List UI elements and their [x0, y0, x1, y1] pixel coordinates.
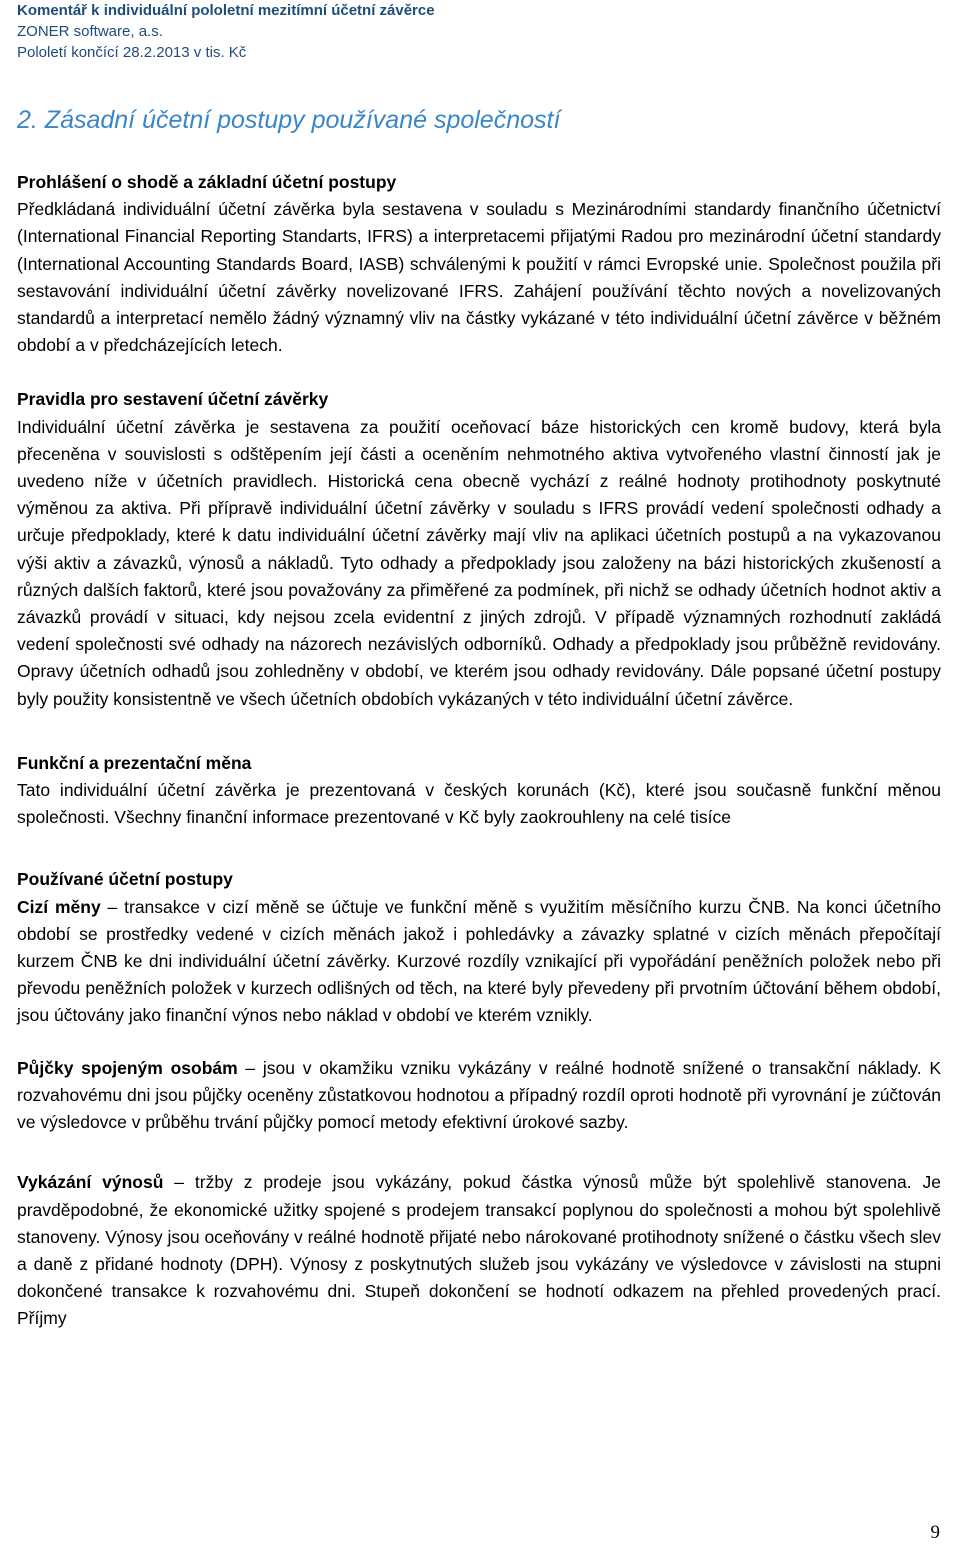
document-header: [17, 0, 617, 63]
revenue-block: [17, 1169, 941, 1332]
header-company: ZONER software, a.s.: [17, 23, 163, 40]
loans-paragraph: [17, 1055, 941, 1137]
loans-block: [17, 1055, 941, 1137]
compliance-paragraph: Předkládaná individuální účetní závěrka byla sestavena v souladu s Mezinárodními standardy finančního účetnictví (International Financial Reporting Standarts, IFRS) a interpretacemi přijatými Radou pro mezinárodní účetní standardy (International Accounting Standards Board, IASB) schválenými k použití v rámci Evropské unie. Společnost použila při sestavování individuální účetní závěrky novelizované IFRS. Zahájení používání těchto nových a novelizovaných standardů a interpretací nemělo žádný významný vliv na částky vykázané v této individuální účetní závěrce v běžném období a v předcházejících letech.: [17, 199, 941, 356]
currency-block: [17, 750, 941, 832]
rules-block: [17, 386, 941, 712]
revenue-text: – tržby z prodeje jsou vykázány, pokud částka výnosů může být spolehlivě stanovena. Je pravděpodobné, že ekonomické užitky spojené s prodejem transakcí poplynou do společnosti a mohou být spolehlivě stanoveny. Výnosy jsou oceňovány v reálné hodnotě přijaté nebo nárokované protihodnoty snížené o částku všech slev a daně z přidané hodnoty (DPH). Výnosy z poskytnutých služeb jsou vykázány ve výsledovce v závislosti na stupni dokončené transakce k rozvahovému dni. Stupeň dokončení se hodnotí odkazem na přehled provedených prací. Příjmy: [17, 1172, 941, 1329]
loans-text: – jsou v okamžiku vzniku vykázány v reálné hodnotě snížené o transakční náklady. K rozvahovému dni jsou půjčky oceněny zůstatkovou hodnotou a případný rozdíl oproti hodnotě při vyrovnání je zúčtován ve výsledovce v průběhu trvání půjčky pomocí metody efektivní úrokové sazby.: [17, 1057, 941, 1133]
header-title: Komentář k individuální pololetní mezitímní účetní závěrce: [17, 2, 435, 19]
foreign-currency-text: – transakce v cizí měně se účtuje ve funkční měně s využitím měsíčního kurzu ČNB. Na konci účetního období se prostředky vedené v cizích měnách jakož i pohledávky a závazky splatné v cizích měnách přepočítají kurzem ČNB ke dni individuální účetní závěrky. Kurzové rozdíly vznikající při vypořádání peněžních položek nebo při převodu peněžních položek v kurzech odlišných od těch, na které byly převedeny při prvotním účtování během období, jsou účtovány jako finanční výnos nebo náklad v období ve kterém vznikly.: [17, 896, 941, 1026]
foreign-currency-paragraph: [17, 894, 941, 1030]
currency-paragraph: Tato individuální účetní závěrka je prezentovaná v českých korunách (Kč), které jsou současně funkční měnou společnosti. Všechny finanční informace prezentované v Kč byly zaokrouhleny na celé tisíce: [17, 780, 941, 828]
policies-heading: Používané účetní postupy: [17, 869, 233, 890]
loans-term: Půjčky spojeným osobám: [17, 1057, 238, 1078]
revenue-paragraph: [17, 1169, 941, 1332]
section-title: 2. Zásadní účetní postupy používané společností: [17, 106, 561, 134]
revenue-term: Vykázání výnosů: [17, 1172, 164, 1193]
page-number: 9: [930, 1522, 940, 1543]
compliance-block: [17, 169, 941, 359]
header-period: Pololetí končící 28.2.2013 v tis. Kč: [17, 44, 247, 61]
compliance-heading: Prohlášení o shodě a základní účetní postupy: [17, 172, 397, 192]
policies-block: [17, 866, 941, 1029]
rules-heading: Pravidla pro sestavení účetní závěrky: [17, 389, 329, 410]
document-body: [17, 169, 941, 1333]
foreign-currency-term: Cizí měny: [17, 896, 101, 917]
currency-heading: Funkční a prezentační měna: [17, 752, 252, 773]
rules-paragraph: Individuální účetní závěrka je sestavena za použití oceňovací báze historických cen kromě budovy, která byla přeceněna v souvislosti s odštěpením její části a oceněním nehmotného aktiva vytvořeného vlastní činností jak je uvedeno níže v účetních pravidlech. Historická cena obecně vychází z reálné hodnoty protihodnoty poskytnuté výměnou za aktiva. Při přípravě individuální účetní závěrky v souladu s IFRS provádí vedení společnosti odhady a určuje předpoklady, které k datu individuální účetní závěrky mají vliv na aplikaci účetních postupů a na vykazovanou výši aktiv a závazků, výnosů a nákladů. Tyto odhady a předpoklady jsou založeny na bázi historických zkušeností a různých dalších faktorů, které jsou považovány za přiměřené za podmínek, při nichž se odhady účetních hodnot aktiv a závazků provádí v situaci, kdy nejsou zcela evidentní z jiných zdrojů. V případě významných rozhodnutí zakládá vedení společnosti své odhady na názorech nezávislých odborníků. Odhady a předpoklady jsou průběžně revidovány. Opravy účetních odhadů jsou zohledněny v období, ve kterém jsou odhady revidovány. Dále popsané účetní postupy byly použity konsistentně ve všech účetních obdobích vykázaných v této individuální účetní závěrce.: [17, 416, 941, 709]
